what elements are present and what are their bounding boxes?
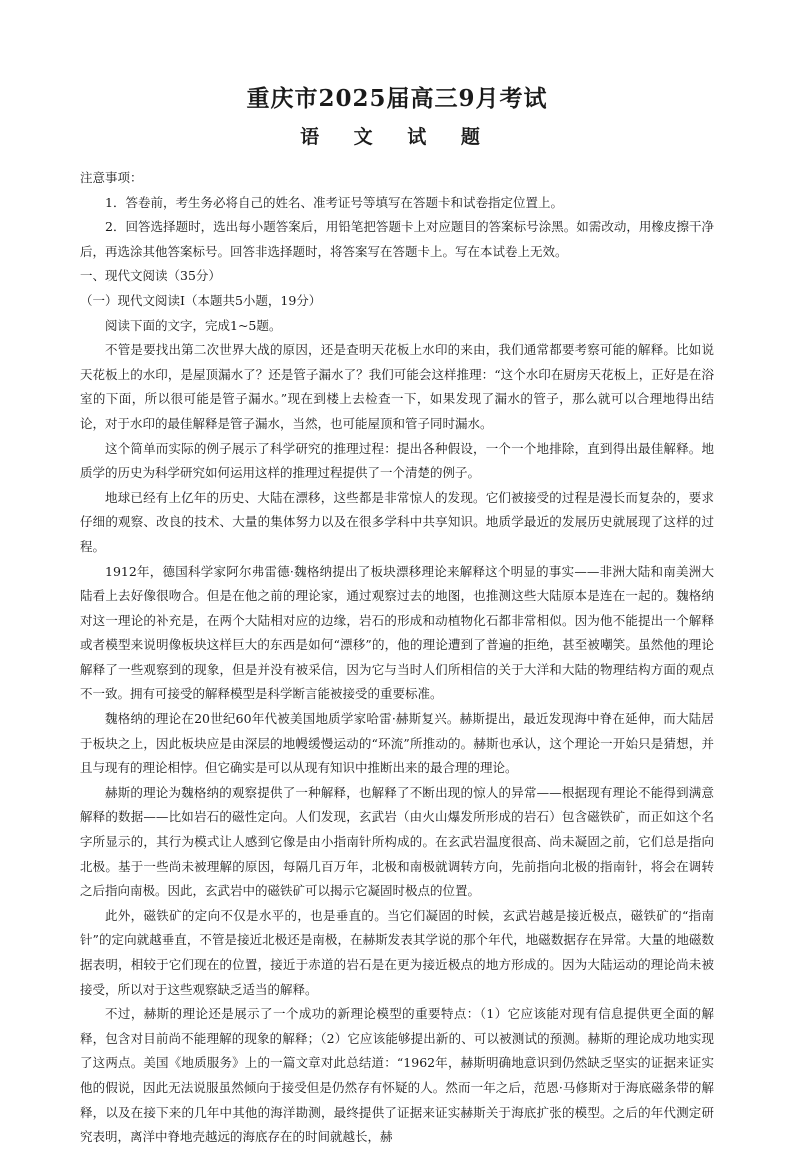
passage-paragraph: 魏格纳的理论在20世纪60年代被美国地质学家哈雷·赫斯复兴。赫斯提出，最近发现海中脊在延伸，而大陆居于板块之上，因此板块应是由深层的地幔缓慢运动的“环流”所推动的。赫斯也承认，这个理论一开始只是猜想，并且与现有的理论相悖。但它确实是可以从现有知识中推断出来的最合理的理论。 (80, 711, 714, 776)
section-instruction: 阅读下面的文字，完成1~5题。 (105, 317, 282, 333)
passage-paragraph: 赫斯的理论为魏格纳的观察提供了一种解释，也解释了不断出现的惊人的异常——根据现有理论不能得到满意解释的数据——比如岩石的磁性定向。人们发现，玄武岩（由火山爆发所形成的岩石）包含磁铁矿，而正如这个名字所显示的，其行为模式让人感到它像是由小指南针所构成的。在玄武岩温度很高、尚未凝固之前，它们总是指向北极。基于一些尚未被理解的原因，每隔几百万年，北极和南极就调转方向，先前指向北极的指南针，将会在调转之后指向南极。因此，玄武岩中的磁铁矿可以揭示它凝固时极点的位置。 (80, 784, 714, 899)
passage-paragraph: 此外，磁铁矿的定向不仅是水平的，也是垂直的。当它们凝固的时候，玄武岩越是接近极点，磁铁矿的“指南针”的定向就越垂直，不管是接近北极还是南极，在赫斯发表其学说的那个年代，地磁数据存在异常。大量的地磁数据表明，相较于它们现在的位置，接近于赤道的岩石是在更为接近极点的地方形成的。因为大陆运动的理论尚未被接受，所以对于这些观察缺乏适当的解释。 (80, 907, 714, 997)
passage-paragraph: 不过，赫斯的理论还是展示了一个成功的新理论模型的重要特点：（1）它应该能对现有信息提供更全面的解释，包含对目前尚不能理解的现象的解释；（2）它应该能够提出新的、可以被测试的预测。赫斯的理论成功地实现了这两点。美国《地质服务》上的一篇文章对此总结道：“1962年，赫斯明确地意识到仍然缺乏坚实的证据来证实他的假说，因此无法说服虽然倾向于接受但是仍然存有怀疑的人。然而一年之后，范恩·马修斯对于海底磁条带的解释，以及在接下来的几年中其他的海洋勘测，最终提供了证据来证实赫斯关于海底扩张的模型。之后的年代测定研究表明，离洋中脊地壳越远的海底存在的时间就越长，赫 (80, 1006, 714, 1145)
notice-item: 2．回答选择题时，选出每小题答案后，用铅笔把答题卡上对应题目的答案标号涂黑。如需改动，用橡皮擦干净后，再选涂其他答案标号。回答非选择题时，将答案写在答题卡上。写在本试卷上无效。 (80, 219, 714, 259)
exam-subtitle: 语 文 试 题 (300, 126, 494, 148)
reading-passage (80, 338, 714, 1150)
notice-item: 1．答卷前，考生务必将自己的姓名、准考证号等填写在答题卡和试卷指定位置上。 (105, 194, 563, 210)
passage-paragraph: 这个简单而实际的例子展示了科学研究的推理过程：提出各种假设，一个一个地排除，直到得出最佳解释。地质学的历史为科学研究如何运用这样的推理过程提供了一个清楚的例子。 (80, 440, 714, 481)
notice-label: 注意事项： (80, 170, 143, 185)
passage-paragraph: 地球已经有上亿年的历史、大陆在漂移，这些都是非常惊人的发现。它们被接受的过程是漫长而复杂的，要求仔细的观察、改良的技术、大量的集体努力以及在很多学科中共享知识。地质学最近的发展历史就展现了这样的过程。 (80, 489, 714, 554)
section-block (80, 264, 714, 338)
passage-paragraph: 1912年，德国科学家阿尔弗雷德·魏格纳提出了板块漂移理论来解释这个明显的事实——非洲大陆和南美洲大陆看上去好像很吻合。但是在他之前的理论家，通过观察过去的地图，也推测这些大陆原本是连在一起的。魏格纳对这一理论的补充是，在两个大陆相对应的边缘，岩石的形成和动植物化石都非常相似。因为他不能提出一个解释或者模型来说明像板块这样巨大的东西是如何“漂移”的，他的理论遭到了普遍的拒绝，甚至被嘲笑。虽然他的理论解释了一些观察到的现象，但是并没有被采信，因为它与当时人们所相信的关于大洋和大陆的物理结构方面的观点不一致。拥有可接受的解释模型是科学断言能被接受的重要标准。 (80, 563, 714, 702)
section-subheading: （一）现代文阅读Ⅰ（本题共5小题，19分） (80, 292, 322, 308)
exam-title: 重庆市2025届高三9月考试 (246, 85, 548, 112)
notice-block (80, 166, 714, 264)
section-heading: 一、现代文阅读（35分） (80, 268, 221, 284)
passage-paragraph: 不管是要找出第二次世界大战的原因，还是查明天花板上水印的来由，我们通常都要考察可能的解释。比如说天花板上的水印，是屋顶漏水了？还是管子漏水了？我们可能会这样推理：“这个水印在厨房天花板上，正好是在浴室的下面，所以很可能是管子漏水。”现在到楼上去检查一下，如果发现了漏水的管子，那么就可以合理地得出结论，对于水印的最佳解释是管子漏水，当然，也可能屋顶和管子同时漏水。 (80, 342, 714, 431)
